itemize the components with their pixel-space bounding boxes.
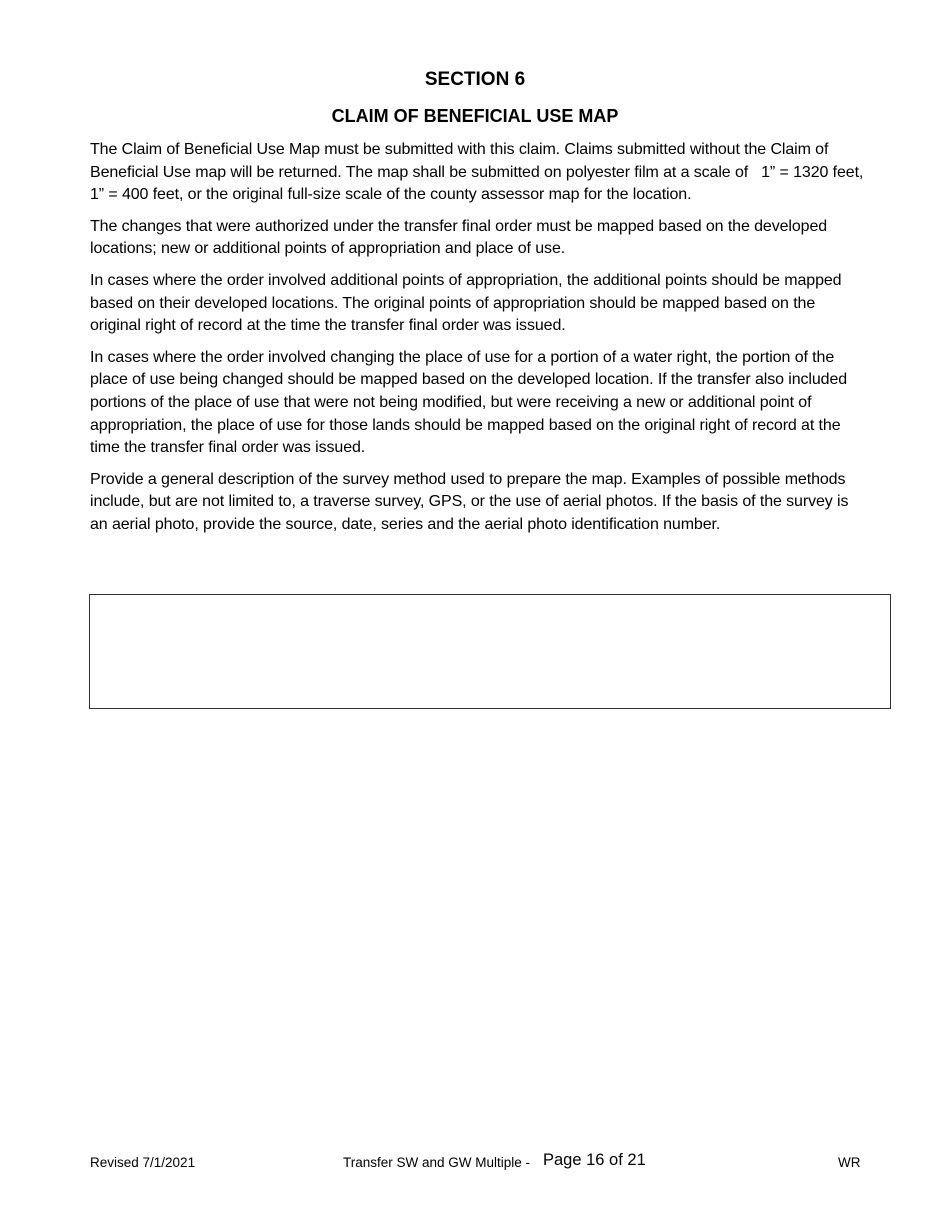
paragraph-additional-points: In cases where the order involved additional points of appropriation, the additional points should be mapped based on their developed locations. The original points of appropriation should be mapped based on the original right of record at the time the transfer final order was issued.: [90, 271, 842, 335]
footer-form-name: Transfer SW and GW Multiple -: [343, 1155, 531, 1170]
section-number: SECTION 6: [424, 69, 526, 90]
paragraph-place-of-use: In cases where the order involved changing the place of use for a portion of a water right, the portion of the place of use being changed should be mapped based on the developed location. If the transfer also included portions of the place of use that were not being modified, but were receiving a new or additional point of appropriation, the place of use for those lands should be mapped based on the original right of record at the time the transfer final order was issued.: [90, 348, 848, 457]
paragraph-survey-method: Provide a general description of the survey method used to prepare the map. Examples of possible methods include, but are not limited to, a traverse survey, GPS, or the use of aerial photos. If the basis of the survey is an aerial photo, provide the source, date, series and the aerial photo identification number.: [90, 470, 849, 533]
instructions-body: [90, 139, 865, 546]
survey-description-field[interactable]: [89, 594, 891, 709]
section-title: CLAIM OF BENEFICIAL USE MAP: [331, 106, 619, 126]
page-footer: [0, 1151, 950, 1175]
paragraph-map-requirements: The Claim of Beneficial Use Map must be submitted with this claim. Claims submitted without the Claim of Beneficial Use map will be returned. The map shall be submitted on polyester film at a scale of 1” = 1320 feet, 1” = 400 feet, or the original full-size scale of the county assessor map for the location.: [90, 141, 864, 204]
footer-page-number: Page 16 of 21: [543, 1151, 646, 1169]
paragraph-authorized-changes: The changes that were authorized under the transfer final order must be mapped based on the developed locations; new or additional points of appropriation and place of use.: [90, 217, 828, 258]
footer-revised-date: Revised 7/1/2021: [90, 1155, 196, 1170]
footer-code: WR: [838, 1155, 861, 1170]
